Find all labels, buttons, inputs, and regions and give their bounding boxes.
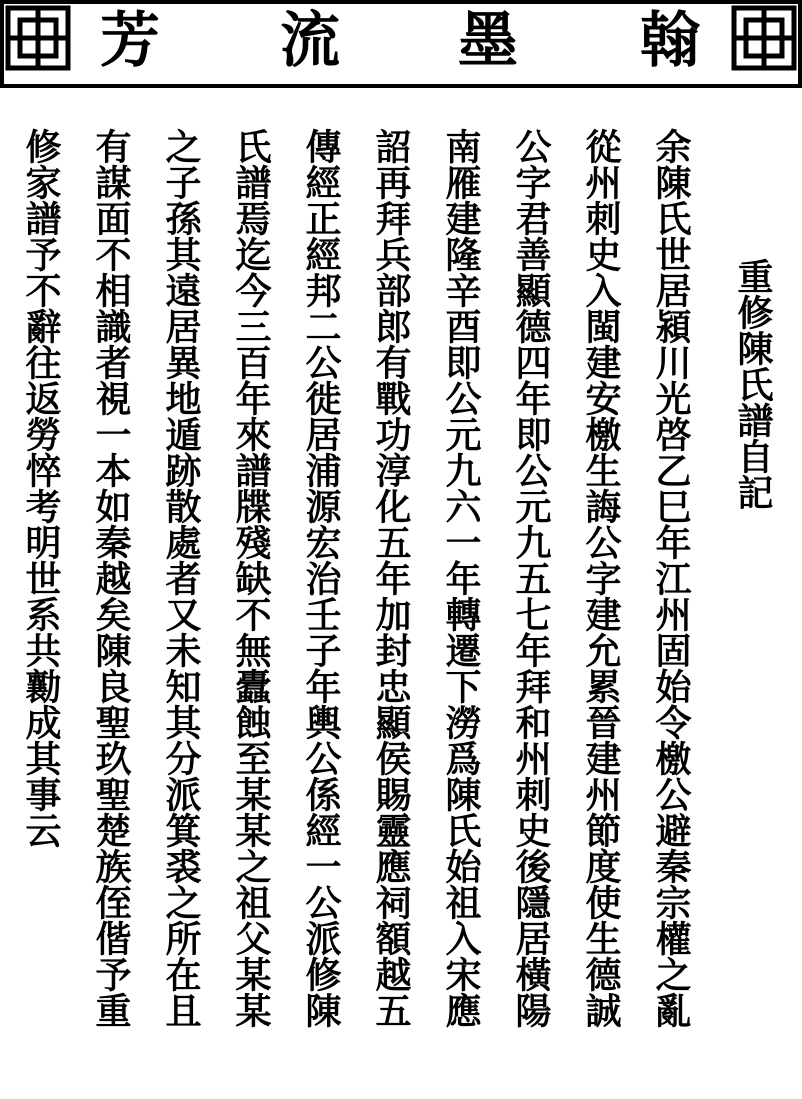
header-banner — [0, 0, 802, 90]
text-column-1: 余陳氏世居潁川光啓乙巳年江州固始令檄公避秦宗權之亂 — [650, 128, 692, 1028]
text-column-6: 傳經正經邦二公徙居浦源宏治壬子年輿公係經一公派修陳 — [300, 128, 342, 1028]
document-title: 重修陳氏譜自記 — [732, 258, 774, 510]
body-text — [6, 128, 706, 1088]
text-column-3: 公字君善顯德四年即公元九五七年拜和州刺史後隱居橫陽 — [510, 128, 552, 1028]
banner-char-2: 流 — [280, 6, 340, 76]
text-column-9: 有謀面不相識者視一本如秦越矣陳良聖玖聖楚族侄偕予重 — [90, 128, 132, 1028]
banner-char-4: 翰 — [640, 6, 700, 76]
text-column-7: 氏譜焉迄今三百年來譜牒殘缺不無蠹蝕至某某之祖父某某 — [230, 128, 272, 1028]
text-column-2: 從州刺史入閩建安檄生誨公字建允累晉建州節度使生德誠 — [580, 128, 622, 1028]
banner-char-3: 墨 — [458, 6, 518, 76]
left-fret-ornament — [8, 8, 68, 68]
text-column-4: 南雁建隆辛酉即公元九六一年轉遷下澇爲陳氏始祖入宋應 — [440, 128, 482, 1028]
right-fret-ornament — [734, 8, 794, 68]
text-column-8: 之子孫其遠居異地遁跡散處者又未知其分派箕裘之所在且 — [160, 128, 202, 1028]
banner-char-1: 芳 — [100, 6, 160, 76]
text-column-5: 詔再拜兵部郎有戰功淳化五年加封忠顯侯賜靈應祠額越五 — [370, 128, 412, 1028]
text-column-10: 修家譜予不辭往返勞悴考明世系共勷成其事云 — [20, 128, 62, 848]
